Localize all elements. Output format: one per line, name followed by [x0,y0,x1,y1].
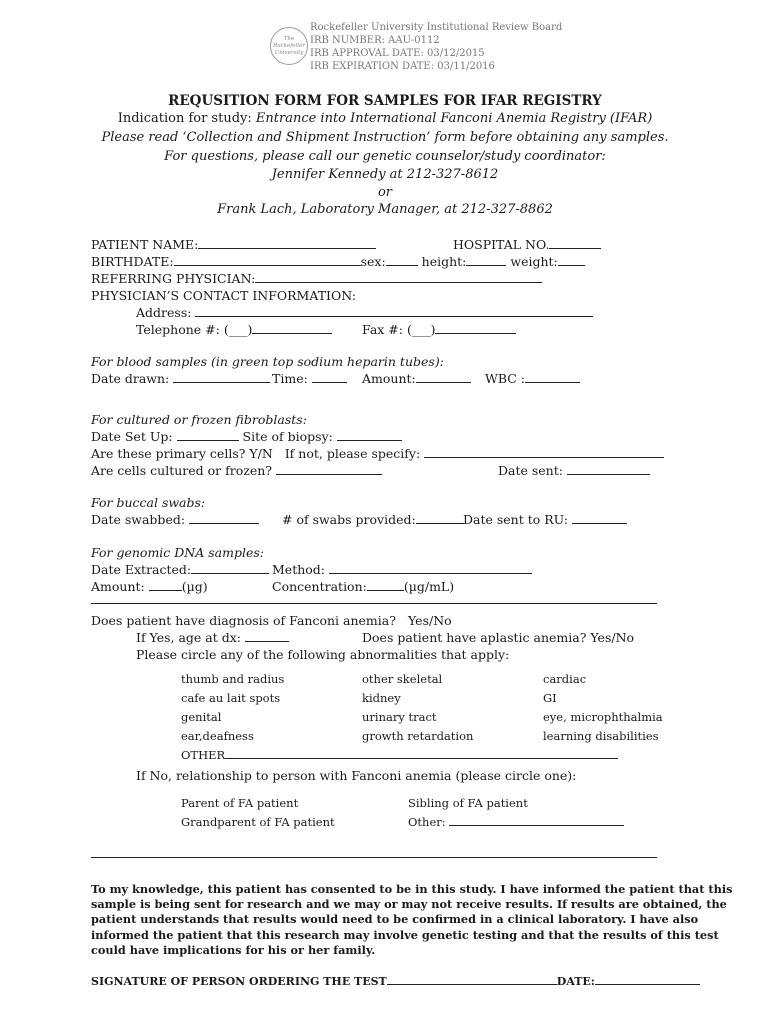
physician-contact-label: PHYSICIAN’S CONTACT INFORMATION: [91,288,356,303]
patient-name-label: PATIENT NAME: [91,237,199,252]
weight-field[interactable] [558,255,585,266]
swab-count-row [282,512,464,527]
dna-amount-unit: (µg) [181,579,208,594]
height-label: height: [421,254,467,269]
fax-row [362,322,516,337]
consent-line-1: To my knowledge, this patient has consented to be in this study. I have informed the patient that this [91,882,733,896]
buccal-sent-label: Date sent to RU: [463,512,568,527]
method-field[interactable] [329,563,532,574]
signature-field[interactable] [387,974,557,985]
birthdate-field[interactable] [174,255,361,266]
address-row [136,305,593,320]
sex-field[interactable] [386,255,418,266]
wbc-field[interactable] [525,372,580,383]
relation-other-field[interactable] [449,815,624,826]
blood-amount-row [362,371,471,386]
abnormality-urinary-tract[interactable]: urinary tract [362,710,437,724]
swabbed-row [91,512,259,527]
dna-amount-label: Amount: [91,579,145,594]
other-abnormality-field[interactable] [225,748,618,759]
indication-prefix: Indication for study: [117,111,256,126]
specify-label: If not, please specify: [284,446,421,461]
biopsy-site-field[interactable] [337,430,402,441]
biopsy-site-label: Site of biopsy: [242,429,333,444]
consent-line-2: sample is being sent for research and we may or may not receive results. If results are obtained, the [91,897,727,911]
extracted-row [91,562,269,577]
seal-text-1: The [283,36,295,42]
fibroblast-heading: For cultured or frozen fibroblasts: [91,412,307,427]
telephone-row [136,322,332,337]
irb-number: IRB NUMBER: AAU-0112 [310,35,440,46]
irb-line-1: Rockefeller University Institutional Review Board [310,22,563,33]
aplastic-anemia-question[interactable]: Does patient have aplastic anemia? Yes/No [362,630,635,645]
signature-date-field[interactable] [595,974,700,985]
age-dx-label: If Yes, age at dx: [136,630,241,645]
wbc-row [485,371,580,386]
relation-grandparent[interactable]: Grandparent of FA patient [181,815,335,829]
form-title: REQUSITION FORM FOR SAMPLES FOR IFAR REGISTRY [168,93,602,109]
concentration-row [272,579,454,594]
relation-other-row [408,815,624,829]
abnormality-growth-retardation[interactable]: growth retardation [362,729,474,743]
hospital-field[interactable] [549,238,601,249]
blood-time-row [272,371,347,386]
extracted-label: Date Extracted: [91,562,192,577]
age-dx-row [136,630,289,645]
other-abnormality-label: OTHER [181,748,226,762]
date-drawn-label: Date drawn: [91,371,170,386]
hospital-label: HOSPITAL NO. [453,237,550,252]
read-instructions-note: Please read ‘Collection and Shipment Instruction’ form before obtaining any samples. [101,130,669,145]
method-row [272,562,532,577]
blood-amount-field[interactable] [416,372,471,383]
buccal-sent-row [463,512,627,527]
cultured-label: Are cells cultured or frozen? [91,463,272,478]
birthdate-row [91,254,585,269]
abnormality-gi[interactable]: GI [543,691,557,705]
cultured-row [91,463,382,478]
abnormality-genital[interactable]: genital [181,710,222,724]
other-abnormality-row [181,748,618,762]
extracted-field[interactable] [191,563,269,574]
questions-note: For questions, please call our genetic counselor/study coordinator: [164,149,606,164]
consent-line-4: informed the patient that this research may involve genetic testing and that the results of this test [91,928,719,942]
contact-or: or [377,185,393,200]
age-dx-field[interactable] [245,631,289,642]
section-divider-2 [91,857,657,858]
fax-field[interactable] [435,323,516,334]
buccal-sent-field[interactable] [572,513,627,524]
address-field[interactable] [195,306,593,317]
patient-name-row [91,237,376,252]
irb-approval-date: IRB APPROVAL DATE: 03/12/2015 [310,48,485,59]
weight-label: weight: [510,254,558,269]
wbc-label: WBC : [485,371,526,386]
abnormality-thumb-radius[interactable]: thumb and radius [181,672,285,686]
cultured-field[interactable] [276,464,382,475]
blood-heading: For blood samples (in green top sodium heparin tubes): [91,354,444,369]
swab-count-field[interactable] [416,513,464,524]
abnormality-kidney[interactable]: kidney [362,691,401,705]
setup-row [91,429,402,444]
signature-label: SIGNATURE OF PERSON ORDERING THE TEST [91,975,387,988]
primary-cells-label: Are these primary cells? Y/N [91,446,273,461]
height-field[interactable] [466,255,506,266]
primary-cells-row [91,446,664,461]
blood-amount-label: Amount: [362,371,416,386]
concentration-field[interactable] [367,580,404,591]
abnormality-cafe-au-lait[interactable]: cafe au lait spots [181,691,281,705]
abnormality-other-skeletal[interactable]: other skeletal [362,672,443,686]
specify-field[interactable] [424,447,664,458]
abnormality-eye-microphthalmia[interactable]: eye, microphthalmia [543,710,663,724]
fibro-sent-row [498,463,650,478]
abnormality-ear-deafness[interactable]: ear,deafness [181,729,254,743]
telephone-label: Telephone #: (___) [136,322,253,337]
fibro-sent-field[interactable] [567,464,650,475]
seal-text-2: Rockefeller [273,43,305,49]
seal-text-3: University [274,50,304,56]
buccal-heading: For buccal swabs: [91,495,206,510]
method-label: Method: [272,562,326,577]
blood-date-row [91,371,270,386]
referring-field[interactable] [255,272,542,283]
concentration-unit: (µg/mL) [403,579,455,594]
swab-count-label: # of swabs provided: [282,512,416,527]
telephone-field[interactable] [252,323,332,334]
fa-diagnosis-question: Does patient have diagnosis of Fanconi anemia? [91,613,396,628]
fibro-sent-label: Date sent: [498,463,563,478]
irb-expiration-date: IRB EXPIRATION DATE: 03/11/2016 [310,61,495,72]
date-drawn-field[interactable] [173,372,270,383]
circle-abnormalities-note: Please circle any of the following abnormalities that apply: [136,647,510,662]
university-seal-logo [270,27,308,65]
section-divider-1 [91,603,657,604]
hospital-row [453,237,601,252]
fa-diagnosis-yes-no[interactable]: Yes/No [408,613,452,628]
time-field[interactable] [312,372,347,383]
address-label: Address: [136,305,192,320]
indication-line [0,111,770,126]
indication-study: Entrance into International Fanconi Anemia Registry (IFAR) [255,111,653,126]
dna-heading: For genomic DNA samples: [91,545,264,560]
dna-amount-row [91,579,208,594]
contact-lab-manager: Frank Lach, Laboratory Manager, at 212-327-8862 [217,202,553,217]
relation-parent[interactable]: Parent of FA patient [181,796,299,810]
birthdate-label: BIRTHDATE: [91,254,174,269]
setup-field[interactable] [177,430,239,441]
time-label: Time: [272,371,308,386]
setup-label: Date Set Up: [91,429,173,444]
referring-row [91,271,542,286]
contact-coordinator: Jennifer Kennedy at 212-327-8612 [271,167,499,182]
concentration-label: Concentration: [272,579,367,594]
referring-label: REFERRING PHYSICIAN: [91,271,256,286]
sex-label: sex: [360,254,386,269]
relation-other-label: Other: [408,815,446,829]
swabbed-field[interactable] [189,513,259,524]
dna-amount-field[interactable] [149,580,182,591]
no-relationship-note: If No, relationship to person with Fanconi anemia (please circle one): [136,768,577,783]
consent-line-5: could have implications for his or her family. [91,943,376,957]
patient-name-field[interactable] [198,238,376,249]
signature-date-label: DATE: [556,975,595,988]
relation-sibling[interactable]: Sibling of FA patient [408,796,528,810]
consent-line-3: patient understands that results would need to be confirmed in a clinical laboratory. I have also [91,912,699,926]
abnormality-cardiac[interactable]: cardiac [543,672,587,686]
abnormality-learning-disabilities[interactable]: learning disabilities [543,729,659,743]
swabbed-label: Date swabbed: [91,512,186,527]
signature-row [91,974,700,988]
fax-label: Fax #: (___) [362,322,436,337]
